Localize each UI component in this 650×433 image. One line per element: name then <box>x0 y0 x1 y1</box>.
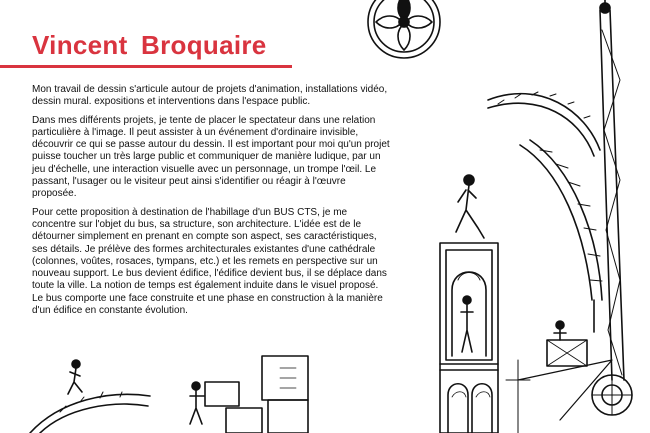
carrying-figure-icon <box>190 356 308 433</box>
standing-man-icon <box>461 296 473 352</box>
paragraph-approach: Dans mes différents projets, je tente de placer le spectateur dans une relation particulière à l'image. Il peut assister à un événement d'ordinaire invisible, découvrir ce qui se passe autour du dessin. Il est important pour moi qu'un projet puisse toucher un très large public et communiquer de manière ludique, par un jeu d'échelle, une interaction visuelle avec un personnage, un trompe l'œil. Le passant, l'usager ou le visiteur peut ainsi s'identifier ou réagir à l'œuvre proposée. <box>32 114 390 200</box>
page-title: Vincent Broquaire <box>32 30 267 60</box>
walking-man-icon <box>456 175 484 238</box>
rosace-icon <box>368 0 440 58</box>
paragraph-intro: Mon travail de dessin s'articule autour de projets d'animation, installations vidéo, dessin mural. expositions et interventions dans l'espace public. <box>32 84 388 108</box>
worker-icon <box>506 360 530 433</box>
crane-icon <box>488 0 632 420</box>
paragraph-bus-project: Pour cette proposition à destination de l'habillage d'un BUS CTS, je me concentre sur l'objet du bus, sa structure, son architecture. L'idée est de le détourner simplement en prenant en compte son aspect, ses caractéristiques, ses détails. Je prélève des formes architecturales existantes d'une cathédrale (colonnes, voûtes, rosaces, tympans, etc.) et les remets en perspective sur un nouveau support. Le bus devient édifice, l'édifice devient bus, il se déplace dans toute la ville. La notion de temps est également induite dans le visuel proposé. Le bus comporte une face construite et une phase en construction à la manière d'un édifice en constante évolution. <box>32 206 387 317</box>
arch-walker-icon <box>30 360 150 433</box>
